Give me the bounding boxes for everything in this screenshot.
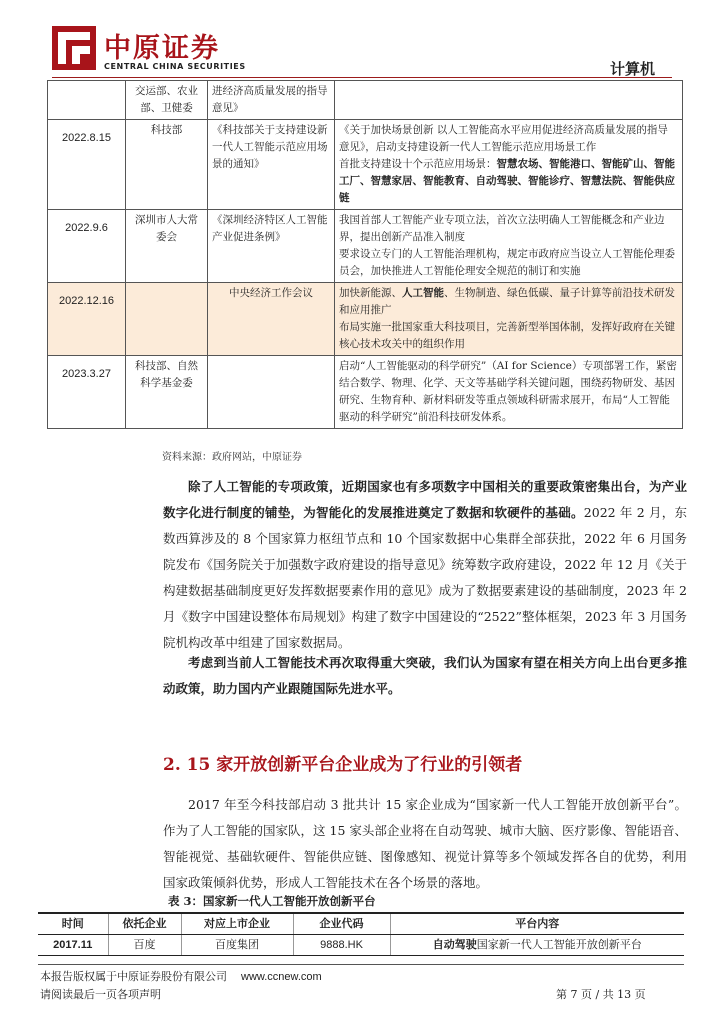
sector-label: 计算机 (610, 60, 656, 78)
table-header-row (38, 913, 684, 935)
policy-dept: 交运部、农业部、卫健委 (126, 81, 208, 120)
cell-listed: 百度集团 (181, 935, 293, 956)
policy-content-line (339, 285, 678, 319)
table-row (48, 120, 683, 210)
website-link[interactable]: www.ccnew.com (241, 971, 322, 983)
content-text: 加快新能源、 (339, 287, 402, 299)
policy-document: 中央经济工作会议 (208, 283, 335, 356)
policy-table (47, 80, 683, 429)
policy-dept (126, 283, 208, 356)
table-row (48, 81, 683, 120)
cell-content-text: 国家新一代人工智能开放创新平台 (476, 938, 642, 951)
policy-content-line: 《关于加快场景创新 以人工智能高水平应用促进经济高质量发展的指导意见》，启动支持建设新一代人工智能示范应用场景工作 (339, 124, 668, 153)
logo-english-name: CENTRAL CHINA SECURITIES (104, 62, 246, 71)
logo-chinese-name: 中原证券 (104, 33, 220, 64)
table-row (48, 356, 683, 429)
policy-date (48, 81, 126, 120)
section-title: 2. 15 家开放创新平台企业成为了行业的引领者 (163, 755, 523, 775)
policy-document: 《深圳经济特区人工智能产业促进条例》 (208, 210, 335, 283)
column-header: 时间 (38, 913, 108, 935)
footer-disclaimer: 请阅读最后一页各项声明 (40, 988, 161, 1001)
table-row (38, 935, 684, 956)
policy-dept: 科技部 (126, 120, 208, 210)
policy-content-line (339, 156, 678, 207)
policy-date: 2023.3.27 (48, 356, 126, 429)
footer-copyright (40, 968, 322, 984)
policy-content (335, 81, 683, 120)
policy-document: 《科技部关于支持建设新一代人工智能示范应用场景的通知》 (208, 120, 335, 210)
cell-content-bold: 自动驾驶 (432, 938, 477, 951)
company-logo-icon (52, 26, 96, 70)
policy-content (335, 283, 683, 356)
policy-document: 进经济高质量发展的指导意见》 (208, 81, 335, 120)
policy-content: 启动“人工智能驱动的科学研究”（AI for Science）专项部署工作，紧密结合数学、物理、化学、天文等基础学科关键问题，围绕药物研发、基因研究、生物育种、新材料研发等重点领域科研需求展开，布局“人工智能驱动的科学研究”前沿科技研发体系。 (335, 356, 683, 429)
policy-date: 2022.9.6 (48, 210, 126, 283)
column-header: 依托企业 (108, 913, 181, 935)
policy-dept: 深圳市人大常委会 (126, 210, 208, 283)
column-header: 平台内容 (390, 913, 684, 935)
copyright-text: 本报告版权属于中原证券股份有限公司 (40, 970, 227, 983)
policy-content (335, 210, 683, 283)
content-text: 、生物制造、绿色低碳、量子计算等前沿技术研发和应用推广 (339, 287, 675, 316)
footer-divider (38, 964, 684, 965)
policy-content (335, 120, 683, 210)
policy-content-line: 布局实施一批国家重大科技项目，完善新型举国体制，发挥好政府在关键核心技术攻关中的组织作用 (339, 321, 675, 350)
paragraph-text: 2022 年 2 月，东数西算涉及的 8 个国家算力枢纽节点和 10 个国家数据中心集群全部获批，2022 年 6 月国务院发布《国务院关于加强数字政府建设的指导意见》统筹数字政府建设，2022 年 12 月《关于构建数据基础制度更好发挥数据要素作用的意见》成为了数据要素建设的基础制度，2023 年 2 月《数字中国建设整体布局规划》构建了数字中国建设的“2522”整体框架，2023 年 3 月国务院机构改革中组建了国家数据局。 (163, 505, 687, 650)
paragraph-conclusion: 考虑到当前人工智能技术再次取得重大突破，我们认为国家有望在相关方向上出台更多推动政策，助力国内产业跟随国际先进水平。 (163, 655, 687, 696)
platform-table (38, 912, 684, 956)
content-bold-list: 智慧农场、智能港口、智能矿山、智能工厂、智慧家居、智能教育、自动驾驶、智能诊疗、智慧法院、智能供应链 (339, 158, 675, 204)
column-header: 对应上市企业 (181, 913, 293, 935)
paragraph-digital-china (163, 474, 687, 656)
content-prefix: 首批支持建设十个示范应用场景： (339, 158, 497, 170)
content-bold-text: 人工智能 (402, 287, 444, 299)
table-row-highlighted (48, 283, 683, 356)
policy-dept: 科技部、自然科学基金委 (126, 356, 208, 429)
cell-code: 9888.HK (293, 935, 390, 956)
policy-date: 2022.8.15 (48, 120, 126, 210)
table-row (48, 210, 683, 283)
table-source-note: 资料来源：政府网站，中原证券 (162, 452, 302, 463)
cell-company: 百度 (108, 935, 181, 956)
policy-document (208, 356, 335, 429)
page-number: 第 7 页 / 共 13 页 (556, 988, 646, 1001)
policy-date: 2022.12.16 (48, 283, 126, 356)
paragraph-platforms: 2017 年至今科技部启动 3 批共计 15 家企业成为“国家新一代人工智能开放创新平台”。作为了人工智能的国家队，这 15 家头部企业将在自动驾驶、城市大脑、医疗影像、智能语音、智能视觉、基础软硬件、智能供应链、图像感知、视觉计算等多个领域发挥各自的优势，利用国家政策倾斜优势，形成人工智能技术在各个场景的落地。 (163, 797, 687, 890)
policy-content-line: 要求设立专门的人工智能治理机构，规定市政府应当设立人工智能伦理委员会，加快推进人工智能伦理安全规范的制订和实施 (339, 248, 675, 277)
table-title: 表 3：国家新一代人工智能开放创新平台 (168, 894, 376, 908)
paragraph-bold-lead: 除了人工智能的专项政策，近期国家也有多项数字中国相关的重要政策密集出台，为产业数字化进行制度的铺垫，为智能化的发展推进奠定了数据和软硬件的基础。 (163, 479, 687, 520)
cell-time: 2017.11 (38, 935, 108, 956)
header-divider (52, 77, 672, 78)
column-header: 企业代码 (293, 913, 390, 935)
cell-content (390, 935, 684, 956)
policy-content-line: 我国首部人工智能产业专项立法，首次立法明确人工智能概念和产业边界，提出创新产品准入制度 (339, 214, 665, 243)
